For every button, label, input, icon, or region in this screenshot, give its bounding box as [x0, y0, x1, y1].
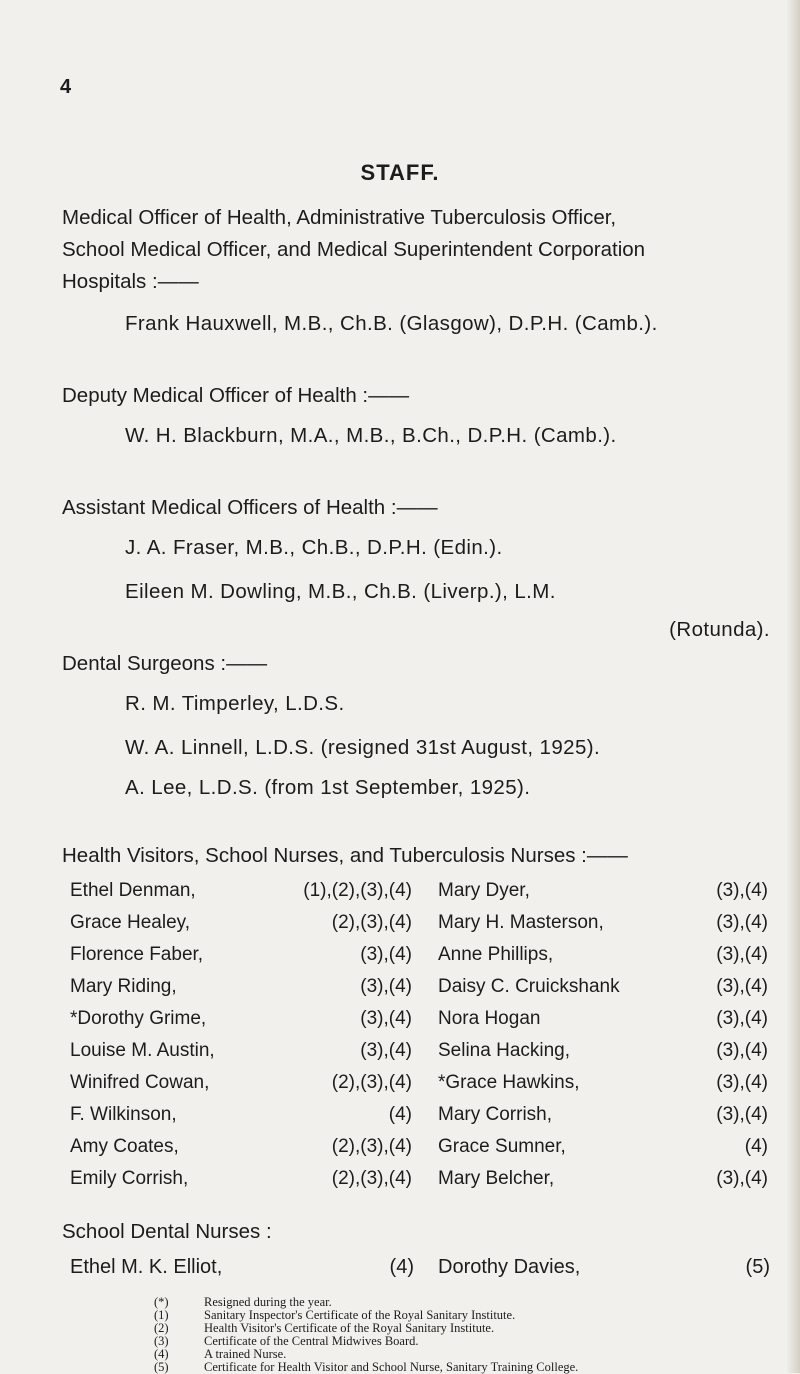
- footnote-mark: (1): [154, 1308, 169, 1322]
- assistant-name-2: Eileen M. Dowling, M.B., Ch.B. (Liverp.), L.M.: [125, 580, 556, 603]
- footnote-mark: (3): [154, 1334, 169, 1348]
- footnote-text: Certificate of the Central Midwives Board.: [204, 1334, 419, 1348]
- nurse-left-name: Winifred Cowan,: [70, 1072, 210, 1093]
- footnote-text: A trained Nurse.: [204, 1347, 287, 1361]
- nurse-left-quals: (3),(4): [360, 976, 412, 997]
- footnote-mark: (4): [154, 1347, 169, 1361]
- nurse-left-name: F. Wilkinson,: [70, 1104, 177, 1125]
- nurse-left-name: *Dorothy Grime,: [70, 1008, 207, 1029]
- nurse-right-quals: (3),(4): [716, 976, 768, 997]
- nurse-right-quals: (3),(4): [716, 1168, 768, 1189]
- nurse-right-name: Grace Sumner,: [438, 1136, 566, 1157]
- page-edge-shadow: [786, 0, 800, 1373]
- footnote-text: Resigned during the year.: [204, 1295, 332, 1309]
- nurse-left-quals: (3),(4): [360, 1008, 412, 1029]
- nurse-right-name: Nora Hogan: [438, 1008, 541, 1029]
- deputy-name: W. H. Blackburn, M.A., M.B., B.Ch., D.P.H. (Camb.).: [125, 424, 617, 447]
- nurse-left-quals: (2),(3),(4): [331, 1136, 412, 1157]
- nurse-right-name: Anne Phillips,: [438, 944, 554, 965]
- assistant-name-2-continued: (Rotunda).: [669, 618, 770, 641]
- nurse-right-quals: (3),(4): [716, 880, 768, 901]
- footnote-text: Health Visitor's Certificate of the Royal Sanitary Institute.: [204, 1321, 495, 1335]
- moh-name: Frank Hauxwell, M.B., Ch.B. (Glasgow), D.P.H. (Camb.).: [125, 312, 658, 335]
- nurse-left-quals: (3),(4): [360, 944, 412, 965]
- dental-nurse-left-quals: (4): [389, 1256, 414, 1278]
- nurse-right-quals: (3),(4): [716, 1008, 768, 1029]
- nurse-left-name: Grace Healey,: [70, 912, 191, 933]
- nurse-right-quals: (4): [744, 1136, 768, 1157]
- nurse-left-name: Mary Riding,: [70, 976, 177, 997]
- dental-name-3: A. Lee, L.D.S. (from 1st September, 1925).: [125, 776, 531, 799]
- nurse-right-quals: (3),(4): [716, 912, 768, 933]
- nurse-right-name: Mary H. Masterson,: [438, 912, 604, 933]
- footnote-mark: (5): [154, 1360, 169, 1374]
- nurse-left-quals: (2),(3),(4): [331, 1168, 412, 1189]
- nurse-left-name: Amy Coates,: [70, 1136, 179, 1157]
- nurse-left-name: Emily Corrish,: [70, 1168, 189, 1189]
- deputy-heading: Deputy Medical Officer of Health :——: [62, 384, 410, 407]
- moh-heading-line-3: Hospitals :——: [62, 270, 199, 293]
- footnote-mark: (2): [154, 1321, 169, 1335]
- nurse-left-quals: (1),(2),(3),(4): [303, 880, 412, 901]
- nurse-right-quals: (3),(4): [716, 1040, 768, 1061]
- nurse-left-quals: (4): [388, 1104, 412, 1125]
- nurse-right-name: Mary Dyer,: [438, 880, 530, 901]
- footnote-text: Sanitary Inspector's Certificate of the Royal Sanitary Institute.: [204, 1308, 516, 1322]
- moh-heading-line-2: School Medical Officer, and Medical Superintendent Corporation: [62, 238, 646, 261]
- assistant-name-1: J. A. Fraser, M.B., Ch.B., D.P.H. (Edin.).: [125, 536, 503, 559]
- nurse-right-name: Mary Corrish,: [438, 1104, 553, 1125]
- dental-nurse-left-name: Ethel M. K. Elliot,: [70, 1256, 223, 1278]
- assistants-heading: Assistant Medical Officers of Health :——: [62, 496, 438, 519]
- page-number: 4: [60, 76, 72, 98]
- nurse-right-name: *Grace Hawkins,: [438, 1072, 580, 1093]
- nurse-right-name: Selina Hacking,: [438, 1040, 571, 1061]
- nurse-right-quals: (3),(4): [716, 1072, 768, 1093]
- nurse-left-name: Ethel Denman,: [70, 880, 196, 901]
- dental-name-2: W. A. Linnell, L.D.S. (resigned 31st August, 1925).: [125, 736, 601, 759]
- footnote-mark: (*): [154, 1295, 169, 1309]
- nurse-left-quals: (2),(3),(4): [331, 1072, 412, 1093]
- nurses-heading: Health Visitors, School Nurses, and Tuberculosis Nurses :——: [62, 844, 628, 867]
- nurse-right-quals: (3),(4): [716, 944, 768, 965]
- dental-nurses-heading: School Dental Nurses :: [62, 1220, 272, 1243]
- nurse-left-quals: (2),(3),(4): [331, 912, 412, 933]
- page-title: STAFF.: [360, 160, 440, 185]
- nurse-left-name: Florence Faber,: [70, 944, 204, 965]
- footnote-text: Certificate for Health Visitor and School Nurse, Sanitary Training College.: [204, 1360, 579, 1374]
- nurse-left-quals: (3),(4): [360, 1040, 412, 1061]
- nurse-right-quals: (3),(4): [716, 1104, 768, 1125]
- moh-heading-line-1: Medical Officer of Health, Administrative Tuberculosis Officer,: [62, 206, 617, 229]
- dental-nurse-right-quals: (5): [745, 1256, 770, 1278]
- nurse-right-name: Daisy C. Cruickshank: [438, 976, 620, 997]
- dental-name-1: R. M. Timperley, L.D.S.: [125, 692, 345, 715]
- dental-nurse-right-name: Dorothy Davies,: [438, 1256, 581, 1278]
- nurse-left-name: Louise M. Austin,: [70, 1040, 215, 1061]
- dental-heading: Dental Surgeons :——: [62, 652, 268, 675]
- nurse-right-name: Mary Belcher,: [438, 1168, 555, 1189]
